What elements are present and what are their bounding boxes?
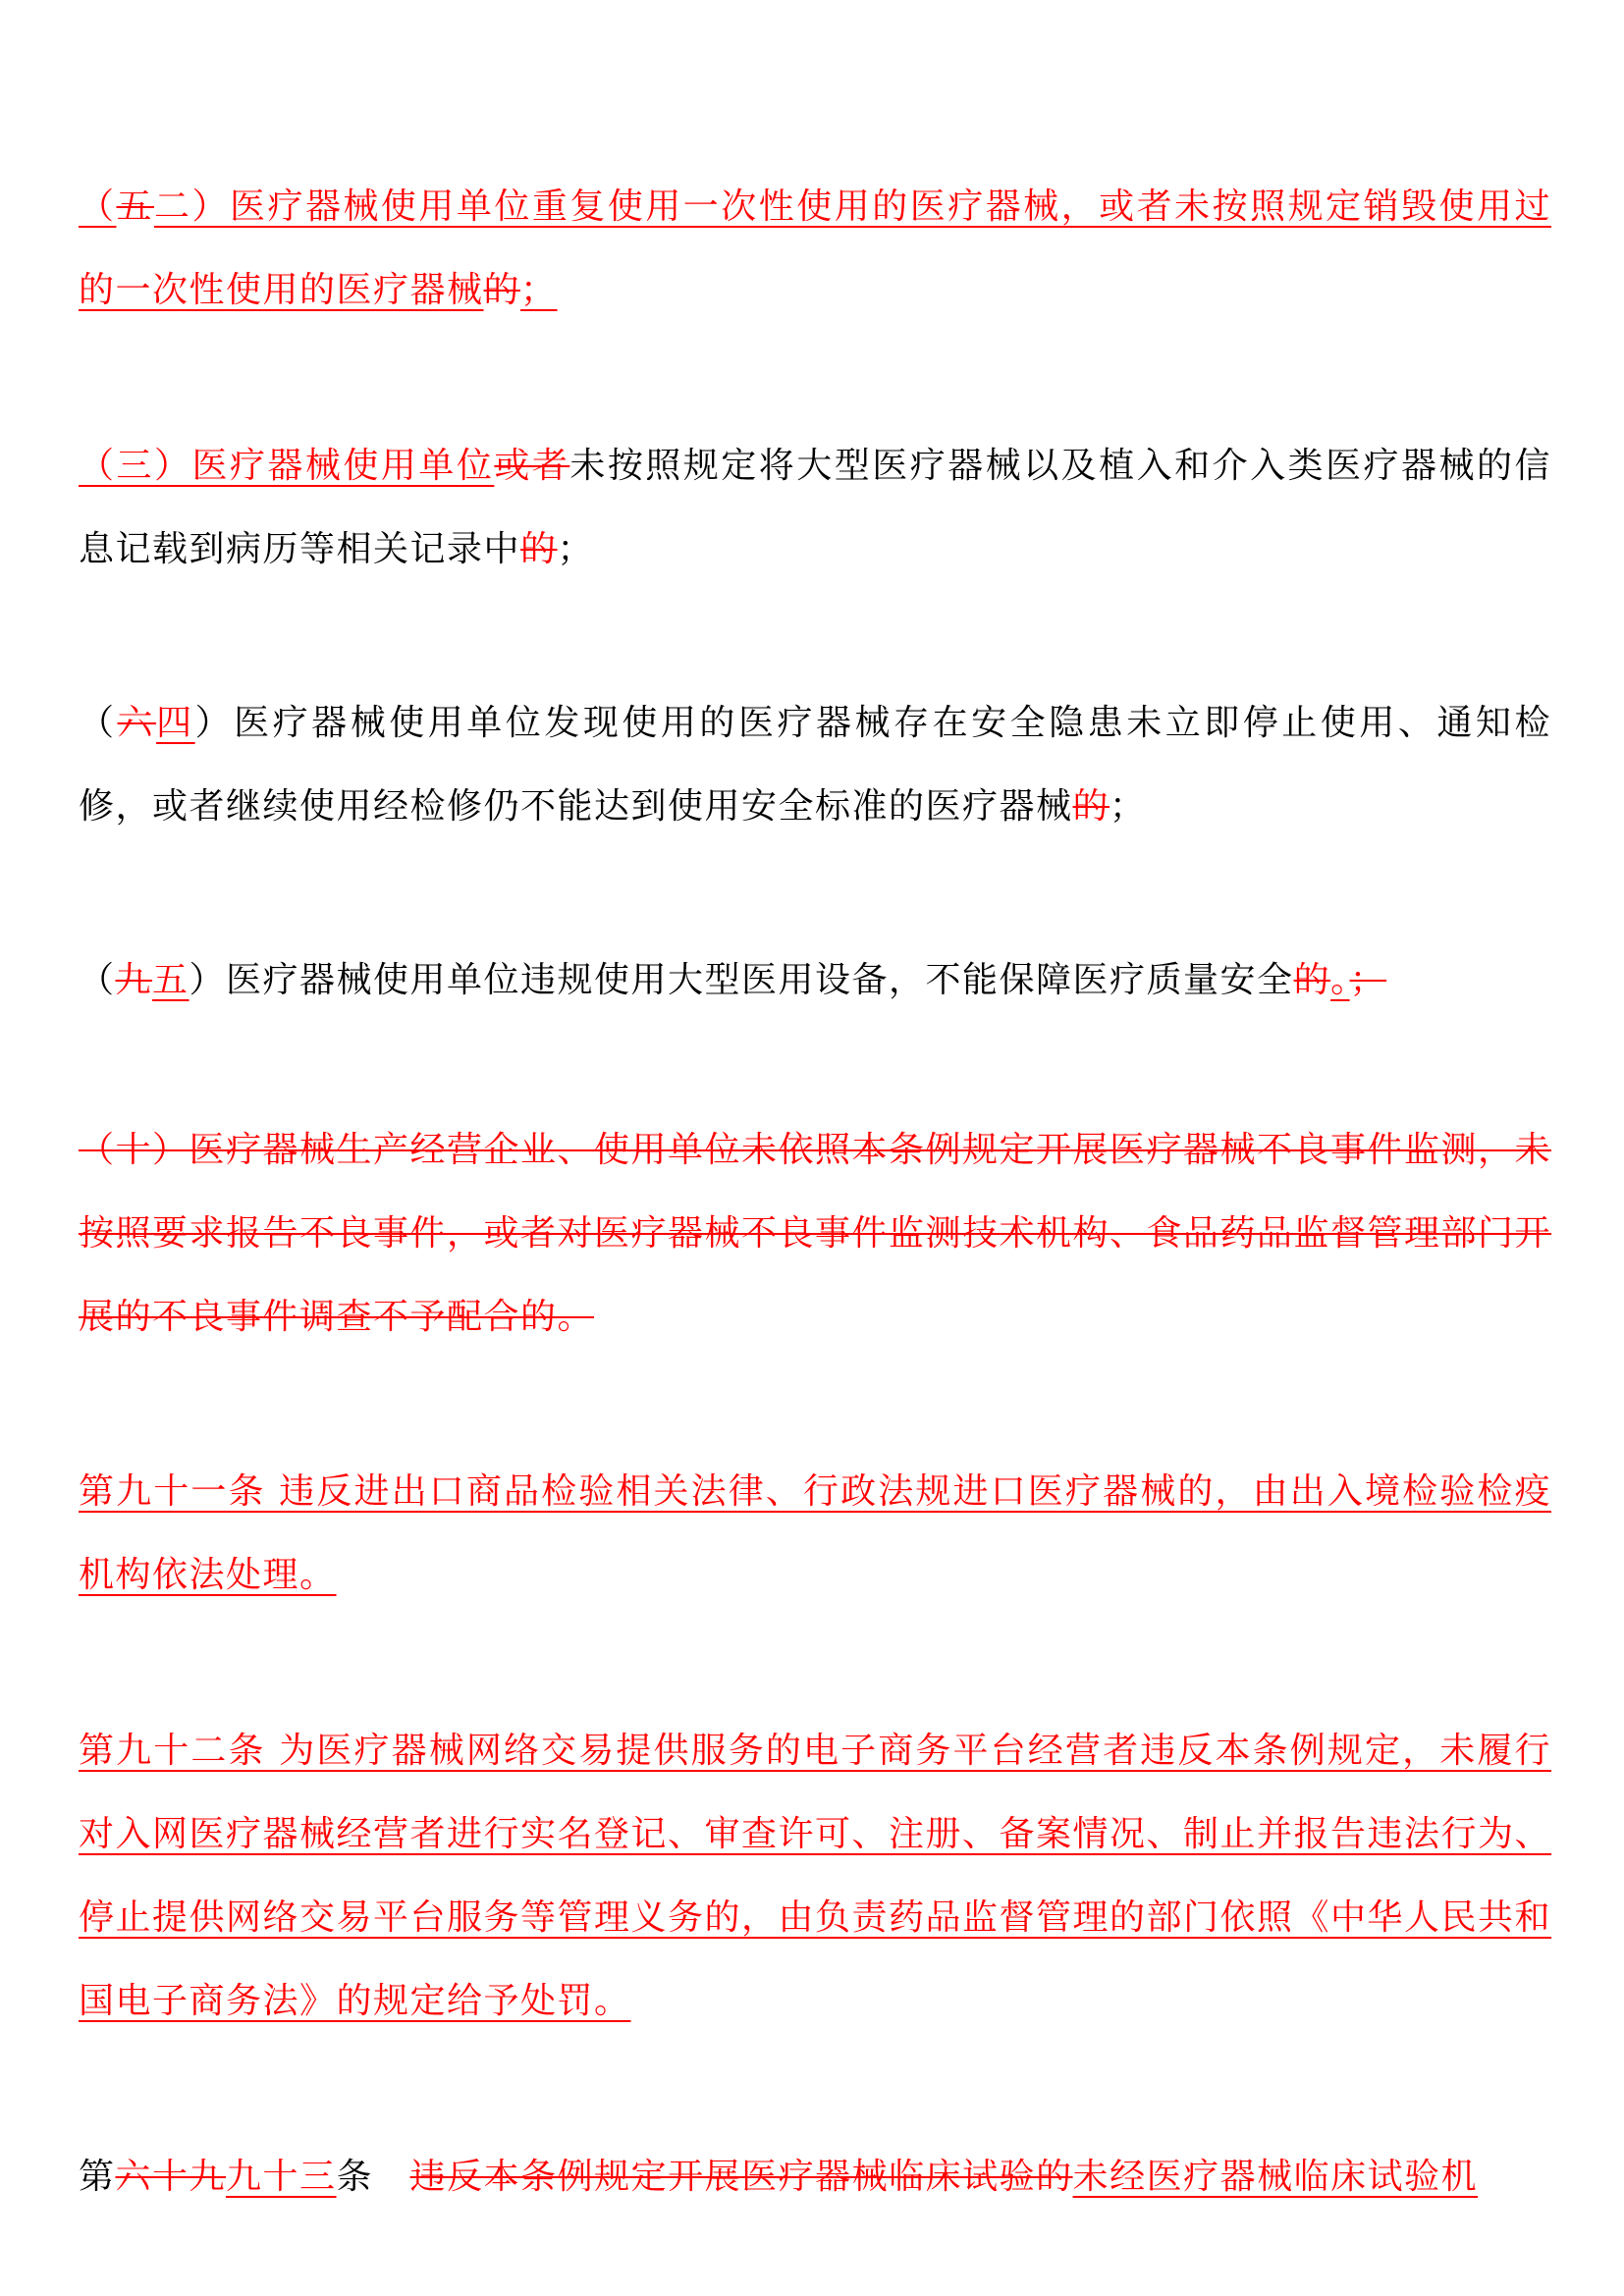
paragraph-item-four — [79, 681, 1551, 848]
paragraph-item-two — [79, 165, 1551, 332]
inserted-text: 四 — [156, 703, 195, 743]
deleted-text: 或者 — [494, 446, 570, 486]
deleted-text: 的 — [483, 270, 521, 310]
body-text: 未按照规定将大型医疗器械以及植入和介入类医疗器械的信息记载到病历等相关记录中 — [79, 446, 1551, 569]
body-text: 第 — [79, 2157, 116, 2197]
inserted-text: （三）医疗器械使用单位 — [79, 446, 495, 486]
paragraph-article-91 — [79, 1450, 1551, 1617]
inserted-text: 。 — [1330, 960, 1350, 1000]
deleted-text: 九 — [115, 960, 153, 1000]
inserted-text: ； — [520, 270, 558, 310]
deleted-text: 违反本条例规定开展医疗器械临床试验的 — [409, 2157, 1073, 2197]
deleted-text: 的 — [1293, 960, 1331, 1000]
inserted-text: 未经医疗器械临床试验机 — [1072, 2157, 1479, 2197]
deleted-text: 的 — [1072, 786, 1110, 827]
body-text: ）医疗器械使用单位违规使用大型医用设备，不能保障医疗质量安全 — [189, 960, 1294, 1000]
inserted-text: （ — [79, 187, 117, 227]
inserted-text: 九十三 — [226, 2157, 337, 2197]
body-text: ）医疗器械使用单位发现使用的医疗器械存在安全隐患未立即停止使用、通知检修，或者继续使用经检修仍不能达到使用安全标准的医疗器械 — [79, 703, 1551, 827]
body-text: （ — [79, 960, 116, 1000]
deleted-text: 五 — [116, 187, 154, 227]
body-text: （ — [79, 703, 118, 743]
inserted-text: 第九十二条 为医疗器械网络交易提供服务的电子商务平台经营者违反本条例规定，未履行对入网医疗器械经营者进行实名登记、审查许可、注册、备案情况、制止并报告违法行为、停止提供网络交易平台服务等管理义务的，由负责药品监督管理的部门依照《中华人民共和国电子商务法》的规定给予处罚。 — [79, 1731, 1552, 2021]
paragraph-item-three — [79, 424, 1551, 591]
paragraph-item-five — [79, 938, 1551, 1022]
inserted-text: 第九十一条 违反进出口商品检验相关法律、行政法规进口医疗器械的，由出入境检验检疫机构依法处理。 — [79, 1471, 1551, 1595]
inserted-text: 五 — [152, 960, 189, 1000]
body-text: ； — [557, 529, 595, 569]
deleted-text: 六 — [117, 703, 157, 743]
inserted-text: 二）医疗器械使用单位重复使用一次性使用的医疗器械，或者未按照规定销毁使用过的一次性使用的医疗器械 — [79, 187, 1551, 310]
paragraph-article-93 — [79, 2135, 1551, 2218]
deleted-text: 六十九 — [115, 2157, 227, 2197]
paragraph-article-92 — [79, 1709, 1551, 2043]
deleted-text: ； — [1349, 960, 1387, 1000]
body-text: 条 — [336, 2157, 410, 2197]
paragraph-item-ten-deleted — [79, 1108, 1551, 1359]
deleted-text: （十）医疗器械生产经营企业、使用单位未依照本条例规定开展医疗器械不良事件监测，未按照要求报告不良事件，或者对医疗器械不良事件监测技术机构、食品药品监督管理部门开展的不良事件调查不予配合的。 — [79, 1130, 1552, 1337]
body-text: ； — [1110, 786, 1147, 827]
deleted-text: 的 — [520, 529, 558, 569]
